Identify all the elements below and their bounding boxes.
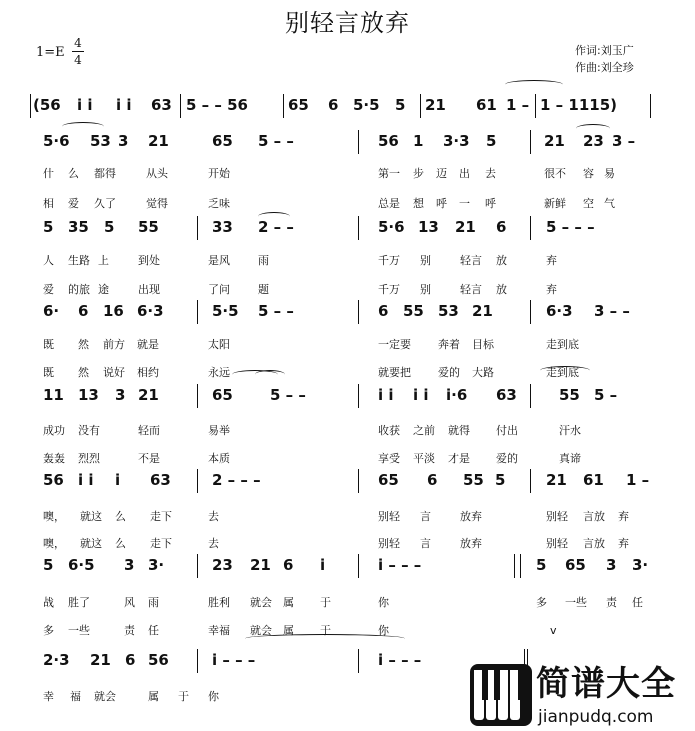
note-group: 23 <box>212 556 233 574</box>
lyric-word: 言放 <box>583 510 605 523</box>
lyric-word: 一些 <box>68 624 90 637</box>
slur-mark <box>540 366 590 375</box>
lyric-word: 就会 <box>94 690 116 703</box>
lyric-word: 就是 <box>137 338 159 351</box>
note-group: i i <box>378 386 394 404</box>
lyric-word: 既 <box>43 366 54 379</box>
note-group: 5·6 <box>378 218 405 236</box>
bar-line <box>514 554 515 578</box>
lyric-word: 爱 <box>43 283 54 296</box>
note-group: 65 <box>288 96 309 114</box>
lyric-word: 出现 <box>138 283 160 296</box>
lyric-line <box>0 197 695 211</box>
lyric-word: 前方 <box>103 338 125 351</box>
note-group: 5 – – 56 <box>186 96 248 114</box>
intro-bar-line <box>30 94 31 118</box>
lyric-word: 雨 <box>148 596 159 609</box>
lyric-word: 一些 <box>565 596 587 609</box>
lyric-word: 千万 <box>378 254 400 267</box>
key-signature: 1=E <box>36 45 65 60</box>
lyric-word: 胜利 <box>208 596 230 609</box>
lyric-word: 弃 <box>546 254 557 267</box>
bar-line <box>197 216 198 240</box>
note-group: 56 <box>148 651 169 669</box>
lyric-line <box>0 424 695 438</box>
lyric-line <box>0 596 695 610</box>
note-group: i – – – <box>212 651 256 669</box>
lyric-word: 都得 <box>94 167 116 180</box>
bar-line <box>530 469 531 493</box>
lyric-word: 言 <box>420 510 431 523</box>
lyric-word: 就会 <box>250 596 272 609</box>
lyric-word: 别 <box>420 283 431 296</box>
note-group: 5 <box>104 218 115 236</box>
lyric-word: 付出 <box>496 424 518 437</box>
note-group: 63 <box>150 471 171 489</box>
lyric-word: 久了 <box>94 197 116 210</box>
note-group: 61 <box>583 471 604 489</box>
lyric-word: 奔着 <box>438 338 460 351</box>
note-group: 55 <box>403 302 424 320</box>
lyric-word: 既 <box>43 338 54 351</box>
note-group: 5 – – <box>258 302 294 320</box>
note-group: 6 <box>125 651 136 669</box>
note-group: (56 <box>33 96 61 114</box>
note-group: 5 <box>395 96 406 114</box>
bar-line <box>358 130 359 154</box>
bar-line <box>650 94 651 118</box>
note-group: 53 <box>438 302 459 320</box>
note-group: i i <box>77 96 93 114</box>
lyric-word: 一 <box>459 197 470 210</box>
slur-mark <box>62 122 104 131</box>
lyric-word: 步 <box>413 167 424 180</box>
lyric-word: 第一 <box>378 167 400 180</box>
note-group: 21 <box>90 651 111 669</box>
lyric-word: 真谛 <box>559 452 581 465</box>
lyric-word: 然 <box>78 366 89 379</box>
note-group: i – – – <box>378 651 422 669</box>
song-title: 别轻言放弃 <box>285 9 410 37</box>
note-group: 6 <box>328 96 339 114</box>
note-group: 65 <box>565 556 586 574</box>
bar-line <box>530 300 531 324</box>
note-group: 5 <box>486 132 497 150</box>
note-group: 5·6 <box>43 132 70 150</box>
slur-mark <box>245 634 405 643</box>
note-group: 63 <box>151 96 172 114</box>
note-group: 63 <box>496 386 517 404</box>
lyric-word: 就这 <box>80 537 102 550</box>
lyric-word: 气 <box>604 197 615 210</box>
lyric-word: 任 <box>148 624 159 637</box>
note-group: i – – – <box>378 556 422 574</box>
note-group: 6 <box>378 302 389 320</box>
note-group: 21 <box>250 556 271 574</box>
bar-line <box>358 554 359 578</box>
note-group: 3 <box>115 386 126 404</box>
time-signature <box>72 36 84 67</box>
staff-row-3 <box>0 218 695 238</box>
lyric-word: 不是 <box>138 452 160 465</box>
lyric-word: 相约 <box>137 366 159 379</box>
note-group: 5 – – <box>270 386 306 404</box>
lyric-word: 责 <box>124 624 135 637</box>
time-sig-top: 4 <box>74 36 82 50</box>
staff-row-5 <box>0 386 695 406</box>
lyric-word: 幸福 <box>208 624 230 637</box>
note-group: 1 – <box>626 471 650 489</box>
lyric-word: 容 <box>583 167 594 180</box>
note-group: 61 <box>476 96 497 114</box>
lyric-word: 噢， <box>43 537 65 550</box>
lyric-word: 于 <box>320 596 331 609</box>
lyric-word: 很不 <box>544 167 566 180</box>
lyric-word: 本质 <box>208 452 230 465</box>
watermark-logo <box>470 664 695 731</box>
note-group: 65 <box>378 471 399 489</box>
lyric-word: 弃 <box>618 510 629 523</box>
note-group: 5 – – – <box>546 218 595 236</box>
lyric-word: 到处 <box>138 254 160 267</box>
lyric-word: 享受 <box>378 452 400 465</box>
lyric-word: 于 <box>178 690 189 703</box>
lyric-word: 然 <box>78 338 89 351</box>
note-group: i·6 <box>446 386 468 404</box>
note-group: 21 <box>472 302 493 320</box>
lyric-word: 目标 <box>472 338 494 351</box>
lyric-line <box>0 537 695 551</box>
credits <box>575 42 634 76</box>
lyric-word: 出 <box>459 167 470 180</box>
bar-line <box>520 554 521 578</box>
lyric-word: 言 <box>420 537 431 550</box>
lyric-word: 相 <box>43 197 54 210</box>
lyric-word: 多 <box>536 596 547 609</box>
lyric-word: 于 <box>320 624 331 637</box>
lyric-word: 题 <box>258 283 269 296</box>
lyric-word: 幸 <box>43 690 54 703</box>
lyric-word: 觉得 <box>146 197 168 210</box>
lyric-word: 就得 <box>448 424 470 437</box>
lyric-word: 上 <box>98 254 109 267</box>
lyric-word: 风 <box>124 596 135 609</box>
note-group: 16 <box>103 302 124 320</box>
lyric-word: 去 <box>208 510 219 523</box>
lyric-word: 爱的 <box>438 366 460 379</box>
note-group: 21 <box>148 132 169 150</box>
note-group: 53 <box>90 132 111 150</box>
lyric-word: 走到底 <box>546 366 579 379</box>
note-group: 21 <box>425 96 446 114</box>
lyric-word: 多 <box>43 624 54 637</box>
lyric-word: 轰轰 <box>43 452 65 465</box>
staff-row-1 <box>0 96 695 116</box>
lyric-word: 烈烈 <box>78 452 100 465</box>
lyric-word: 弃 <box>546 283 557 296</box>
lyric-word: 迈 <box>436 167 447 180</box>
lyric-word: 去 <box>208 537 219 550</box>
lyric-word: 之前 <box>413 424 435 437</box>
bar-line <box>530 216 531 240</box>
bar-line <box>197 469 198 493</box>
lyric-word: 属 <box>283 596 294 609</box>
lyric-word: 一定要 <box>378 338 411 351</box>
note-group: 6 <box>427 471 438 489</box>
lyric-word: 的旅 <box>68 283 90 296</box>
time-sig-bottom: 4 <box>74 53 82 67</box>
slur-mark <box>232 370 278 379</box>
lyric-word: 爱的 <box>496 452 518 465</box>
lyric-word: 走下 <box>150 537 172 550</box>
note-group: 33 <box>212 218 233 236</box>
lyric-word: 途 <box>98 283 109 296</box>
lyric-word: 任 <box>632 596 643 609</box>
lyric-word: 人 <box>43 254 54 267</box>
slur-mark <box>576 124 610 133</box>
lyricist: 作词:刘玉广 <box>575 44 634 57</box>
note-group: 5 <box>43 556 54 574</box>
note-group: i <box>115 471 121 489</box>
note-group: 21 <box>455 218 476 236</box>
lyric-word: 千万 <box>378 283 400 296</box>
note-group: 6 <box>496 218 507 236</box>
composer: 作曲:刘全珍 <box>575 61 634 74</box>
lyric-word: 战 <box>43 596 54 609</box>
lyric-word: 开始 <box>208 167 230 180</box>
staff-row-6 <box>0 471 695 491</box>
note-group: 23 <box>583 132 604 150</box>
lyric-word: 易 <box>604 167 615 180</box>
lyric-word: 走下 <box>150 510 172 523</box>
lyric-word: 放 <box>496 254 507 267</box>
lyric-word: 胜了 <box>68 596 90 609</box>
note-group: 2 – – <box>258 218 294 236</box>
note-group: 6 <box>78 302 89 320</box>
lyric-word: 别轻 <box>378 510 400 523</box>
note-group: 6· <box>43 302 60 320</box>
note-group: 35 <box>68 218 89 236</box>
note-group: 3·3 <box>443 132 470 150</box>
note-group: 6·5 <box>68 556 95 574</box>
lyric-word: 你 <box>378 624 389 637</box>
lyric-word: 放 <box>496 283 507 296</box>
lyric-word: 爱 <box>68 197 79 210</box>
bar-line <box>197 300 198 324</box>
note-group: 3 <box>118 132 129 150</box>
note-group: 2·3 <box>43 651 70 669</box>
lyric-word: 言放 <box>583 537 605 550</box>
lyric-word: 就要把 <box>378 366 411 379</box>
lyric-word: 去 <box>485 167 496 180</box>
lyric-word: v <box>550 624 557 637</box>
lyric-word: 雨 <box>258 254 269 267</box>
lyric-line <box>0 452 695 466</box>
note-group: i i <box>413 386 429 404</box>
lyric-word: 总是 <box>378 197 400 210</box>
bar-line <box>530 130 531 154</box>
lyric-word: 别 <box>420 254 431 267</box>
lyric-word: 别轻 <box>546 510 568 523</box>
note-group: 1 <box>413 132 424 150</box>
lyric-word: 平淡 <box>413 452 435 465</box>
staff-row-7 <box>0 556 695 576</box>
lyric-word: 走到底 <box>546 338 579 351</box>
note-group: 1 – 1115) <box>540 96 617 114</box>
note-group: 5·5 <box>212 302 239 320</box>
lyric-word: 成功 <box>43 424 65 437</box>
note-group: 6·3 <box>546 302 573 320</box>
lyric-word: 么 <box>115 537 126 550</box>
note-group: 13 <box>418 218 439 236</box>
lyric-line <box>0 167 695 181</box>
staff-row-2 <box>0 132 695 152</box>
lyric-word: 乏味 <box>208 197 230 210</box>
note-group: 21 <box>546 471 567 489</box>
note-group: 5 – <box>594 386 618 404</box>
note-group: 21 <box>544 132 565 150</box>
bar-line <box>358 469 359 493</box>
note-group: i i <box>78 471 94 489</box>
lyric-word: 空 <box>583 197 594 210</box>
lyric-word: 永远 <box>208 366 230 379</box>
bar-line <box>358 384 359 408</box>
watermark-brand: 简谱大全 <box>536 664 676 704</box>
lyric-line <box>0 366 695 380</box>
lyric-word: 易举 <box>208 424 230 437</box>
lyric-word: 你 <box>208 690 219 703</box>
note-group: 21 <box>138 386 159 404</box>
lyric-word: 收获 <box>378 424 400 437</box>
bar-line <box>180 94 181 118</box>
bar-line <box>358 216 359 240</box>
bar-line <box>197 649 198 673</box>
note-group: 3 <box>606 556 617 574</box>
note-group: 3 <box>124 556 135 574</box>
lyric-word: 说好 <box>103 366 125 379</box>
note-group: 55 <box>138 218 159 236</box>
lyric-word: 噢， <box>43 510 65 523</box>
lyric-line <box>0 510 695 524</box>
lyric-word: 呼 <box>485 197 496 210</box>
lyric-word: 别轻 <box>378 537 400 550</box>
lyric-line <box>0 338 695 352</box>
note-group: 1 – <box>506 96 530 114</box>
note-group: 3 – – <box>594 302 630 320</box>
note-group: 6 <box>283 556 294 574</box>
lyric-word: 属 <box>283 624 294 637</box>
watermark-site: jianpudq.com <box>538 707 654 727</box>
slur-mark <box>258 212 290 221</box>
note-group: 2 – – – <box>212 471 261 489</box>
bar-line <box>197 554 198 578</box>
lyric-word: 什 <box>43 167 54 180</box>
lyric-word: 太阳 <box>208 338 230 351</box>
slur-mark <box>505 80 563 89</box>
note-group: 6·3 <box>137 302 164 320</box>
note-group: 55 <box>559 386 580 404</box>
lyric-word: 了问 <box>208 283 230 296</box>
note-group: 11 <box>43 386 64 404</box>
lyric-word: 轻言 <box>460 254 482 267</box>
note-group: 3· <box>148 556 165 574</box>
bar-line <box>358 649 359 673</box>
lyric-word: 么 <box>68 167 79 180</box>
lyric-word: 责 <box>606 596 617 609</box>
note-group: 56 <box>378 132 399 150</box>
lyric-word: 轻而 <box>138 424 160 437</box>
lyric-word: 别轻 <box>546 537 568 550</box>
lyric-word: 就这 <box>80 510 102 523</box>
lyric-word: 呼 <box>436 197 447 210</box>
bar-line <box>197 384 198 408</box>
note-group: i i <box>116 96 132 114</box>
lyric-word: 放弃 <box>460 537 482 550</box>
note-group: 13 <box>78 386 99 404</box>
note-group: 56 <box>43 471 64 489</box>
note-group: 5 <box>43 218 54 236</box>
lyric-word: 放弃 <box>460 510 482 523</box>
lyric-word: 大路 <box>472 366 494 379</box>
note-group: 5 – – <box>258 132 294 150</box>
lyric-word: 想 <box>413 197 424 210</box>
note-group: 55 <box>463 471 484 489</box>
lyric-word: 么 <box>115 510 126 523</box>
note-group: 5 <box>536 556 547 574</box>
lyric-word: 新鲜 <box>544 197 566 210</box>
staff-row-4 <box>0 302 695 322</box>
note-group: 3 – <box>612 132 636 150</box>
lyric-word: 才是 <box>448 452 470 465</box>
bar-line <box>420 94 421 118</box>
bar-line <box>358 300 359 324</box>
lyric-line <box>0 283 695 297</box>
note-group: 5·5 <box>353 96 380 114</box>
lyric-word: 福 <box>70 690 81 703</box>
lyric-word: 就会 <box>250 624 272 637</box>
lyric-line <box>0 254 695 268</box>
lyric-word: 从头 <box>146 167 168 180</box>
bar-line <box>283 94 284 118</box>
lyric-word: 你 <box>378 596 389 609</box>
note-group: 65 <box>212 132 233 150</box>
note-group: 65 <box>212 386 233 404</box>
bar-line <box>530 384 531 408</box>
piano-keys-icon <box>470 664 532 726</box>
lyric-word: 属 <box>148 690 159 703</box>
note-group: 5 <box>495 471 506 489</box>
lyric-word: 生路 <box>68 254 90 267</box>
lyric-word: 没有 <box>78 424 100 437</box>
lyric-word: 汗水 <box>559 424 581 437</box>
note-group: 3· <box>632 556 649 574</box>
note-group: i <box>320 556 326 574</box>
lyric-word: 轻言 <box>460 283 482 296</box>
lyric-word: 弃 <box>618 537 629 550</box>
lyric-word: 是风 <box>208 254 230 267</box>
bar-line <box>535 94 536 118</box>
